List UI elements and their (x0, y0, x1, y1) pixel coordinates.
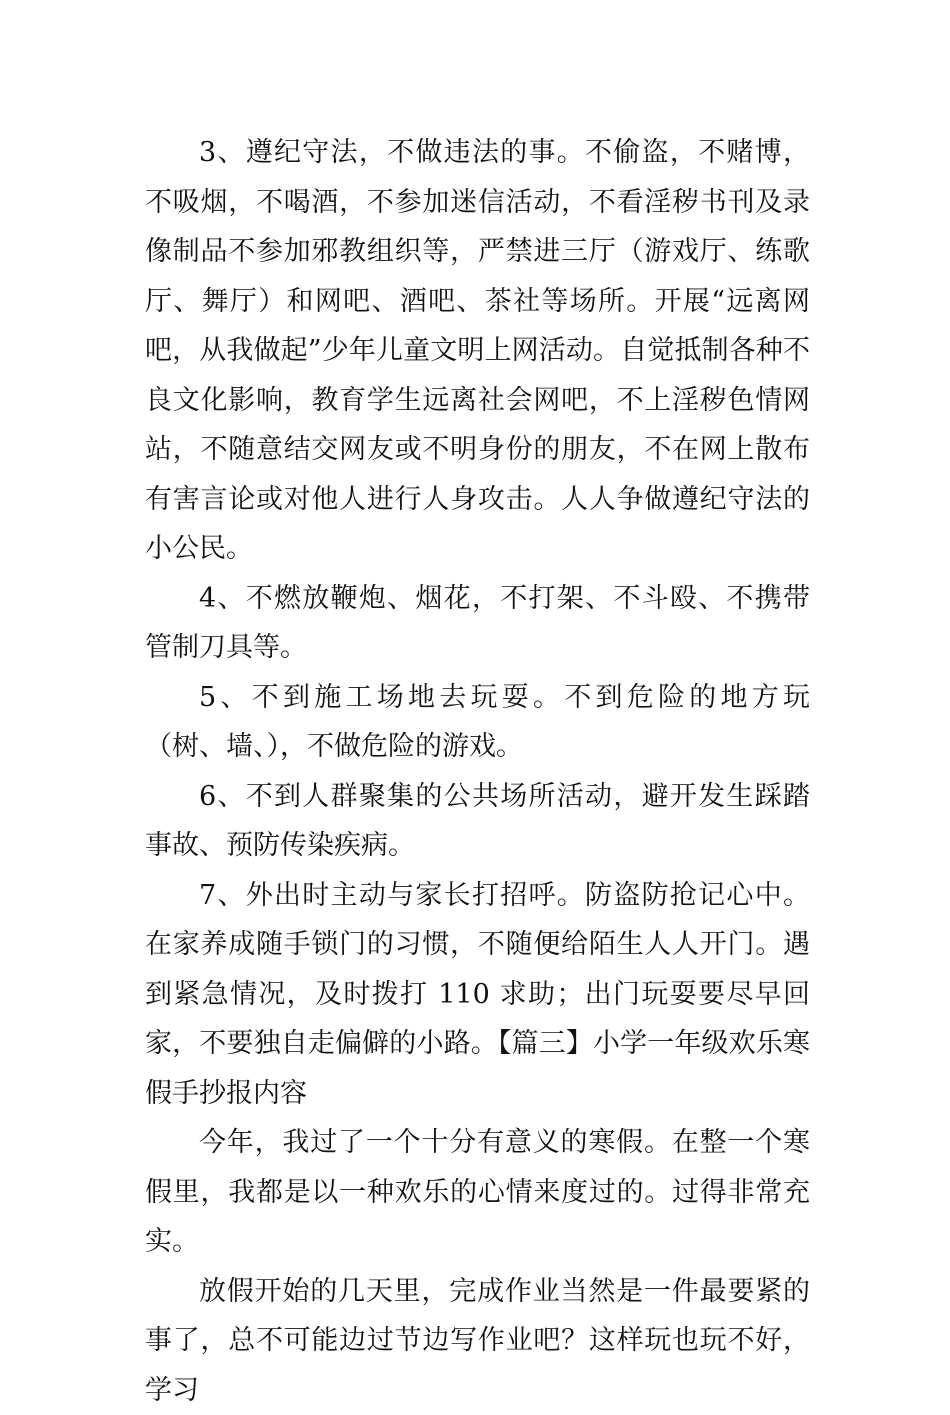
paragraph-rule-7: 7、外出时主动与家长打招呼。防盗防抢记心中。在家养成随手锁门的习惯，不随便给陌生人人开门。遇到紧急情况，及时拨打 110 求助；出门玩耍要尽早回家，不要独自走偏僻的小路。【篇三】小学一年级欢乐寒假手抄报内容 (145, 871, 810, 1119)
paragraph-winter-vacation-intro: 今年，我过了一个十分有意义的寒假。在整一个寒假里，我都是以一种欢乐的心情来度过的。过得非常充实。 (145, 1118, 810, 1267)
document-body (145, 128, 810, 1415)
paragraph-rule-5: 5、不到施工场地去玩耍。不到危险的地方玩（树、墙、），不做危险的游戏。 (145, 673, 810, 772)
paragraph-rule-3: 3、遵纪守法，不做违法的事。不偷盗，不赌博，不吸烟，不喝酒，不参加迷信活动，不看淫秽书刊及录像制品不参加邪教组织等，严禁进三厅（游戏厅、练歌厅、舞厅）和网吧、酒吧、茶社等场所。开展“远离网吧，从我做起”少年儿童文明上网活动。自觉抵制各种不良文化影响，教育学生远离社会网吧，不上淫秽色情网站，不随意结交网友或不明身份的朋友，不在网上散布有害言论或对他人进行人身攻击。人人争做遵纪守法的小公民。 (145, 128, 810, 574)
paragraph-rule-6: 6、不到人群聚集的公共场所活动，避开发生踩踏事故、预防传染疾病。 (145, 772, 810, 871)
paragraph-homework: 放假开始的几天里，完成作业当然是一件最要紧的事了，总不可能边过节边写作业吧？这样玩也玩不好，学习 (145, 1267, 810, 1415)
paragraph-rule-4: 4、不燃放鞭炮、烟花，不打架、不斗殴、不携带管制刀具等。 (145, 574, 810, 673)
